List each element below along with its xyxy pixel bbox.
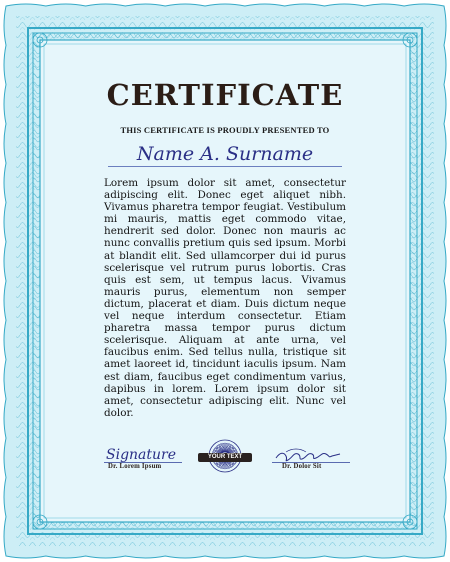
seal-label: YOUR TEXT [198, 453, 252, 462]
left-signatory-name: Dr. Lorem Ipsum [108, 463, 162, 470]
right-signatory-name: Dr. Dolor Sit [282, 463, 322, 470]
left-signature-script: Signature [106, 447, 177, 463]
certificate-subtitle: THIS CERTIFICATE IS PROUDLY PRESENTED TO [120, 125, 330, 135]
name-underline [108, 166, 342, 167]
certificate-title: CERTIFICATE [106, 78, 344, 112]
recipient-name: Name A. Surname [136, 143, 314, 165]
certificate-body: Lorem ipsum dolor sit amet, consectetur adipiscing elit. Donec eget aliquet nibh. Vivamus pharetra tempor feugiat. Vestibulum mi mauris, mattis eget commodo vitae, hendrerit sed dolor. Donec non mauris ac nunc convallis pretium quis sed ipsum. Morbi at blandit elit. Sed ullamcorper dui id purus scelerisque vel rutrum purus lobortis. Cras quis est sem, ut tempus lacus. Vivamus mauris purus, elementum non semper dictum, placerat et diam. Duis dictum neque vel neque interdum consectetur. Etiam pharetra massa tempor purus dictum scelerisque. Aliquam at ante urna, vel faucibus enim. Sed tellus nulla, tristique sit amet laoreet id, tincidunt iaculis ipsum. Nam est diam, faucibus eget condimentum varius, dapibus in lorem. Lorem ipsum dolor sit amet, consectetur adipiscing elit. Nunc vel dolor. [104, 177, 346, 419]
